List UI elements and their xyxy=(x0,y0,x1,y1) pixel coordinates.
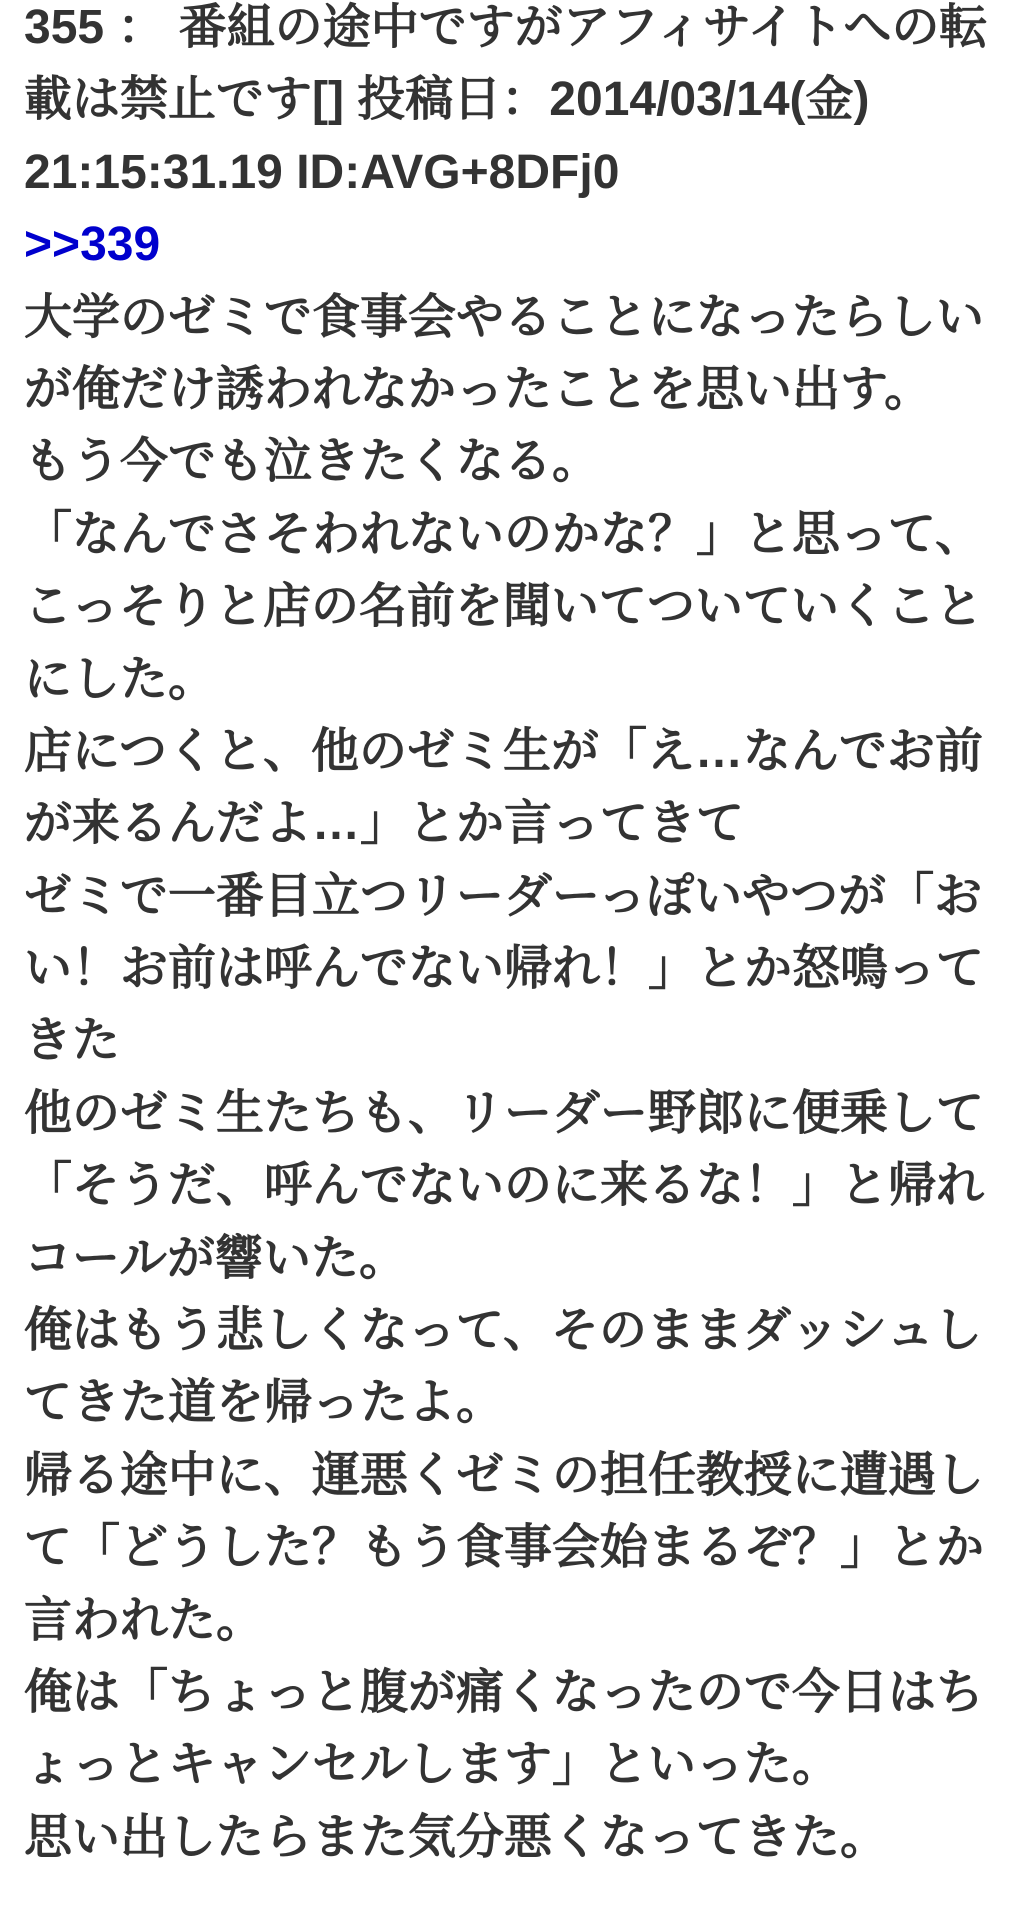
text-line: が来るんだよ…」とか言ってきて xyxy=(24,797,745,851)
text-line: こっそりと店の名前を聞いてついていくこと xyxy=(24,580,984,634)
text-line: もう今でも泣きたくなる。 xyxy=(24,435,601,489)
text-line: 他のゼミ生たちも、リーダー野郎に便乗して xyxy=(24,1086,985,1140)
text-line: い！お前は呼んでない帰れ！」とか怒鳴って xyxy=(24,942,985,996)
text-line: ゼミで一番目立つリーダーっぽいやつが「お xyxy=(24,869,983,923)
post-header xyxy=(24,0,1012,209)
text-line: 「そうだ、呼んでないのに来るな！」と帰れ xyxy=(24,1159,985,1213)
text-line: 思い出したらまた気分悪くなってきた。 xyxy=(24,1810,889,1864)
text-line: きた xyxy=(24,1014,121,1068)
text-line: 大学のゼミで食事会やることになったらしい xyxy=(24,290,985,344)
text-line: 店につくと、他のゼミ生が「え…なんでお前 xyxy=(24,724,984,778)
text-line: 21:15:31.19 ID:AVG+8DFj0 xyxy=(24,145,620,199)
text-line: 言われた。 xyxy=(24,1593,265,1647)
post-body xyxy=(24,282,1012,1875)
text-line: 帰る途中に、運悪くゼミの担任教授に遭遇し xyxy=(24,1448,985,1502)
text-line: 「なんでさそわれないのかな？」と思って、 xyxy=(24,507,984,561)
text-line: 355 ： 番組の途中ですがアフィサイトへの転 xyxy=(24,1,988,54)
text-line: にした。 xyxy=(24,652,217,706)
reply-anchor-link[interactable]: >>339 xyxy=(24,218,161,272)
text-line: てきた道を帰ったよ。 xyxy=(24,1376,505,1430)
text-line: て「どうした？もう食事会始まるぞ？」とか xyxy=(24,1521,985,1575)
text-line: 俺は「ちょっと腹が痛くなったので今日はち xyxy=(24,1665,985,1719)
text-line: が俺だけ誘われなかったことを思い出す。 xyxy=(24,362,933,416)
text-line: ょっとキャンセルします」といった。 xyxy=(24,1738,841,1792)
text-line: コールが響いた。 xyxy=(24,1231,408,1285)
text-line: 載は禁止です[] 投稿日：2014/03/14(金) xyxy=(24,73,870,127)
text-line: 俺はもう悲しくなって、そのままダッシュし xyxy=(24,1304,983,1358)
